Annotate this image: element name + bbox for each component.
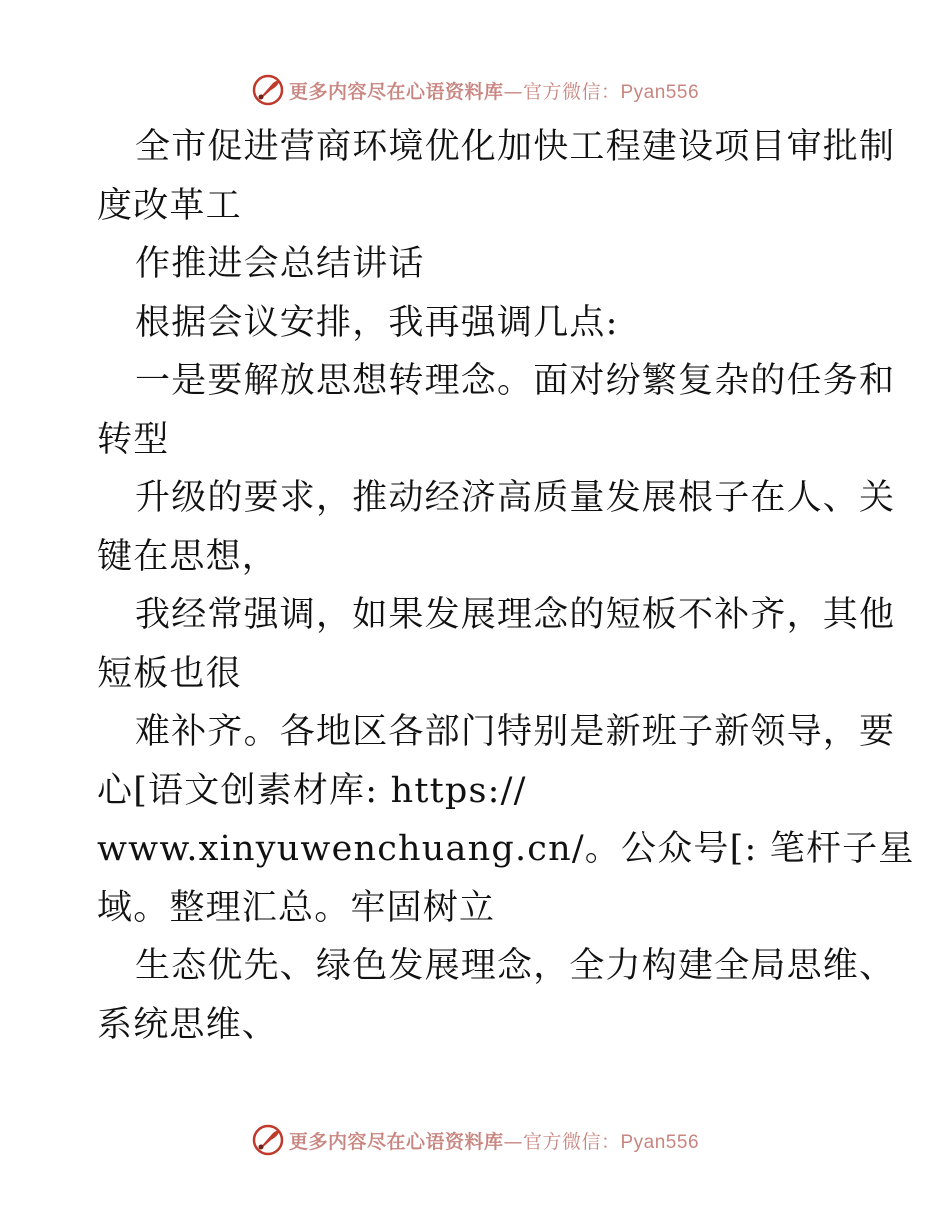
body-line: 度改革工 — [97, 185, 242, 226]
footer-separator: — — [503, 1130, 523, 1153]
body-line: 升级的要求，推动经济高质量发展根子在人、关 — [135, 478, 896, 518]
body-line: 我经常强调，如果发展理念的短板不补齐，其他 — [135, 595, 896, 635]
header-wechat-label: 官方微信： — [522, 80, 621, 103]
body-line: www.xinyuwenchuang.cn/。公众号[: 笔杆子星 — [97, 829, 915, 869]
quill-logo-icon — [251, 1123, 285, 1157]
document-body — [97, 118, 915, 1054]
body-line: 短板也很 — [97, 653, 242, 694]
header-separator: — — [503, 80, 523, 103]
body-line: 根据会议安排，我再强调几点: — [135, 302, 619, 343]
footer-banner — [0, 1120, 950, 1160]
body-line: 作推进会总结讲话 — [135, 244, 425, 284]
quill-logo-icon — [251, 73, 285, 107]
header-wechat-id: Pyan556 — [620, 81, 700, 103]
body-line: 域。整理汇总。牢固树立 — [97, 887, 496, 928]
body-line: 转型 — [97, 419, 170, 460]
header-brand-text: 更多内容尽在心语资料库 — [288, 80, 504, 103]
footer-wechat-id: Pyan556 — [620, 1131, 700, 1153]
body-line: 键在思想， — [97, 536, 279, 577]
body-line: 一是要解放思想转理念。面对纷繁复杂的任务和 — [135, 361, 896, 401]
body-line: 心[语文创素材库: https:// — [97, 770, 527, 811]
body-line: 难补齐。各地区各部门特别是新班子新领导，要 — [135, 712, 896, 752]
body-line: 系统思维、 — [97, 1004, 279, 1045]
body-line: 全市促进营商环境优化加快工程建设项目审批制 — [135, 127, 896, 167]
header-banner — [0, 70, 950, 110]
footer-brand-text: 更多内容尽在心语资料库 — [288, 1130, 504, 1153]
body-line: 生态优先、绿色发展理念，全力构建全局思维、 — [135, 946, 896, 986]
footer-wechat-label: 官方微信： — [522, 1130, 621, 1153]
